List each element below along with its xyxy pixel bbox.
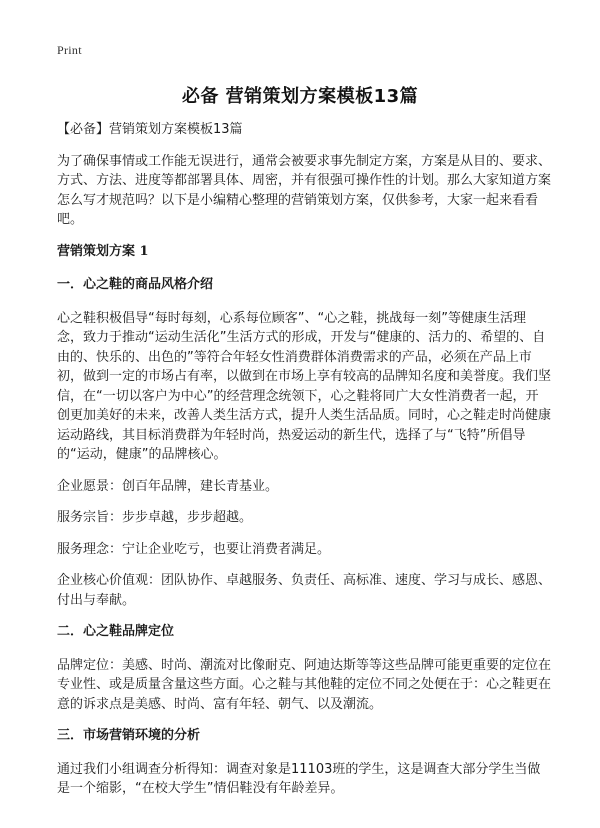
- intro-paragraph: 为了确保事情或工作能无误进行，通常会被要求事先制定方案，方案是从目的、要求、方式、方法、进度等都部署具体、周密，并有很强可操作性的计划。那么大家知道方案怎么写才规范吗？以下是小编精心整理的营销策划方案，仅供参考，大家一起来看看吧。: [57, 153, 552, 227]
- body-paragraph: 服务宗旨：步步卓越，步步超越。: [57, 510, 253, 525]
- plan-heading: 营销策划方案 1: [57, 243, 149, 259]
- article-body: [57, 120, 551, 811]
- body-paragraph: 服务理念：宁让企业吃亏，也要让消费者满足。: [57, 541, 331, 557]
- body-paragraph: 企业愿景：创百年品牌，建长青基业。: [57, 478, 279, 494]
- print-link[interactable]: Print: [57, 43, 82, 57]
- section-heading: 二．心之鞋品牌定位: [57, 624, 175, 639]
- body-paragraph: 企业核心价值观：团队协作、卓越服务、负责任、高标准、速度、学习与成长、感恩、付出与奉献。: [57, 573, 552, 608]
- body-paragraph: 通过我们小组调查分析得知：调查对象是11103班的学生，这是调查大部分学生当做是一个缩影，“在校大学生”情侣鞋没有年龄差异。: [57, 761, 541, 796]
- article-subtitle: 【必备】营销策划方案模板13篇: [57, 122, 243, 137]
- body-paragraph: 心之鞋积极倡导“每时每刻，心系每位顾客”、“心之鞋，挑战每一刻”等健康生活理念，致力于推动“运动生活化”生活方式的形成，开发与“健康的、活力的、希望的、自由的、快乐的、出色的”等符合年轻女性消费群体消费需求的产品，必须在产品上市初，做到一定的市场占有率，以做到在市场上享有较高的品牌知名度和美誉度。我们坚信，在“一切以客户为中心”的经营理念统领下，心之鞋将同广大女性消费者一起，开创更加美好的未来，改善人类生活方式，提升人类生活品质。同时，心之鞋走时尚健康运动路线，其目标消费群为年轻时尚，热爱运动的新生代，选择了与“飞特”所倡导的“运动，健康”的品牌核心。: [57, 310, 552, 462]
- page-title: 必备 营销策划方案模板13篇: [181, 86, 419, 107]
- section-heading: 三．市场营销环境的分析: [57, 728, 201, 743]
- body-paragraph: 品牌定位：美感、时尚、潮流对比像耐克、阿迪达斯等等这些品牌可能更重要的定位在专业性、或是质量含量这些方面。心之鞋与其他鞋的定位不同之处便在于：心之鞋更在意的诉求点是美感、时尚、富有年轻、朝气、以及潮流。: [57, 657, 552, 712]
- section-heading: 一．心之鞋的商品风格介绍: [57, 277, 214, 292]
